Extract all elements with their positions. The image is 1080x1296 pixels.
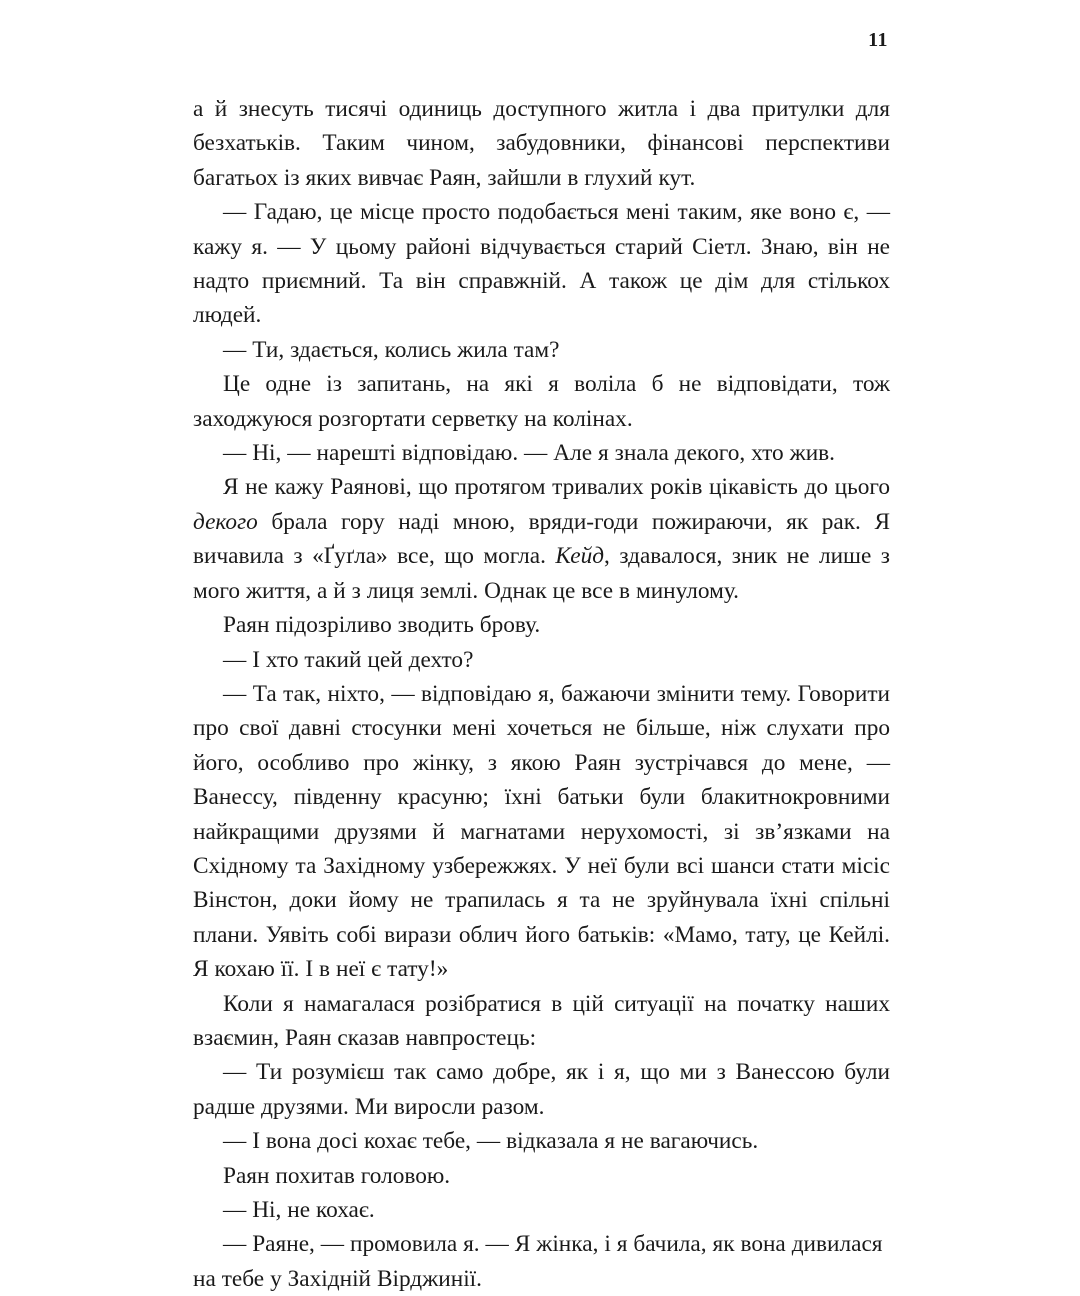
paragraph: Це одне із запитань, на які я воліла б не відповідати, тож заходжуюся розгортати серветку на колінах. bbox=[193, 371, 890, 432]
italic-word-dekoho: декого bbox=[193, 508, 258, 535]
paragraph: — Ти, здається, колись жила там? bbox=[223, 336, 560, 363]
paragraph: — Гадаю, це місце просто подобається мені таким, яке воно є, — кажу я. — У цьому районі відчувається старий Сіетл. Знаю, він не надто приємний. Та він справжній. А також це дім для стількох людей. bbox=[193, 199, 890, 329]
paragraph: — Ти розумієш так само добре, як і я, що ми з Ванессою були радше друзями. Ми виросли разом. bbox=[193, 1059, 890, 1120]
paragraph: Коли я намагалася розібратися в цій ситуації на початку наших взаємин, Раян сказав навпростець: bbox=[193, 990, 890, 1051]
paragraph: — Ні, не кохає. bbox=[223, 1197, 375, 1223]
paragraph: Раян похитав головою. bbox=[223, 1162, 451, 1189]
paragraph-with-italics bbox=[193, 470, 890, 608]
paragraph: а й знесуть тисячі одиниць доступного житла і два притулки для безхатьків. Таким чином, забудовники, фінансові перспективи багатьох із яких вивчає Раян, зайшли в глухий кут. bbox=[193, 96, 890, 191]
paragraph: — Та так, ніхто, — відповідаю я, бажаючи змінити тему. Говорити про свої давні стосунки мені хочеться не більше, ніж слухати про його, особливо про жінку, з якою Раян зустрічався до мене, — Ванессу, південну красуню; їхні батьки були блакитнокровними найкращими друзями й магнатами нерухомості, зі зв’язками на Східному та Західному узбережжях. У неї були всі шанси стати місіс Вінстон, доки йому не трапилась я та не зруйнувала їхні спільні плани. Уявіть собі вирази облич його батьків: «Мамо, тату, це Кейлі. Я кохаю її. І в неї є тату!» bbox=[193, 680, 890, 983]
paragraph: — І вона досі кохає тебе, — відказала я не вагаючись. bbox=[223, 1128, 759, 1155]
text-segment: Я не кажу Раянові, що протягом тривалих років цікавість до цього bbox=[223, 474, 890, 501]
paragraph: — Ні, — нарешті відповідаю. — Але я знала декого, хто жив. bbox=[223, 440, 835, 467]
text-segment: брала гору наді мною, вряди-годи пожираючи, як рак. Я вичавила з «Ґуґла» все, що могла. bbox=[193, 508, 890, 570]
paragraph: — І хто такий цей дехто? bbox=[223, 646, 474, 673]
italic-word-keid: Кейд bbox=[555, 543, 605, 570]
folio-row bbox=[193, 30, 888, 51]
paragraph: — Раяне, — промовила я. — Я жінка, і я бачила, як вона дивилася на тебе у Західній Вірджинії. bbox=[193, 1231, 883, 1292]
paragraph: Раян підозріливо зводить брову. bbox=[223, 612, 541, 639]
text-segment: , здавалося, зник не лише з мого життя, а й з лиця землі. Однак це все в минулому. bbox=[193, 543, 890, 604]
page-number: 11 bbox=[868, 29, 888, 51]
body-text-block bbox=[193, 92, 890, 1296]
